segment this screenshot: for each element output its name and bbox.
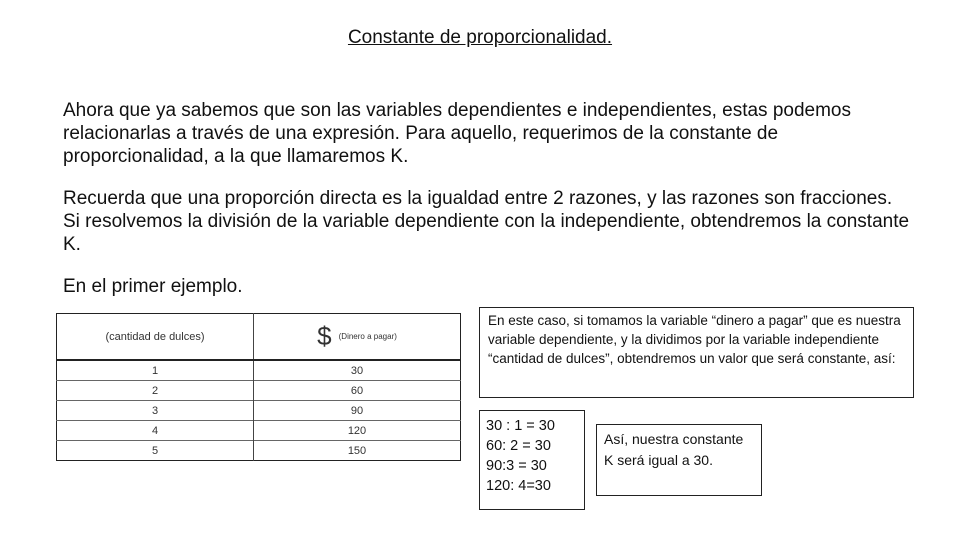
column-header-candies-label: (cantidad de dulces) bbox=[105, 330, 205, 343]
dollar-symbol: $ bbox=[317, 321, 332, 351]
table-row bbox=[57, 421, 461, 441]
cell-money: 90 bbox=[254, 401, 461, 421]
cell-money: 150 bbox=[254, 441, 461, 461]
ratio-line: 120: 4=30 bbox=[486, 478, 551, 494]
page-title: Constante de proporcionalidad. bbox=[347, 27, 613, 48]
data-table bbox=[56, 313, 461, 461]
paragraph-intro: Ahora que ya sabemos que son las variables dependientes e independientes, estas podemos relacionarlas a través de una expresión. Para aquello, requerimos de la constante de proporcionalidad, a la que llamaremos K. bbox=[63, 100, 851, 167]
table-header-row bbox=[57, 314, 461, 361]
cell-candies: 2 bbox=[57, 381, 254, 401]
cell-candies: 4 bbox=[57, 421, 254, 441]
cell-candies: 5 bbox=[57, 441, 254, 461]
cell-money: 30 bbox=[254, 360, 461, 381]
column-header-money-label: (Dinero a pagar) bbox=[338, 332, 397, 341]
cell-money: 120 bbox=[254, 421, 461, 441]
ratio-line: 90:3 = 30 bbox=[486, 458, 547, 474]
table-row bbox=[57, 381, 461, 401]
ratio-line: 60: 2 = 30 bbox=[486, 438, 551, 454]
ratios-box bbox=[479, 410, 585, 510]
table-row bbox=[57, 441, 461, 461]
cell-money: 60 bbox=[254, 381, 461, 401]
column-header-money bbox=[254, 314, 461, 361]
paragraph-example: En el primer ejemplo. bbox=[63, 276, 243, 297]
table-row bbox=[57, 401, 461, 421]
cell-candies: 3 bbox=[57, 401, 254, 421]
explanation-box: En este caso, si tomamos la variable “dinero a pagar” que es nuestra variable dependiente, y la dividimos por la variable independiente “cantidad de dulces”, obtendremos un valor que será constante, así: bbox=[479, 307, 914, 398]
column-header-candies bbox=[57, 314, 254, 361]
conclusion-box: Así, nuestra constante K será igual a 30. bbox=[596, 424, 762, 496]
ratio-line: 30 : 1 = 30 bbox=[486, 418, 555, 434]
table-row bbox=[57, 360, 461, 381]
cell-candies: 1 bbox=[151, 364, 159, 377]
paragraph-proportion: Recuerda que una proporción directa es la igualdad entre 2 razones, y las razones son fracciones. Si resolvemos la división de la variable dependiente con la independiente, obtendremos la constante K. bbox=[63, 188, 910, 255]
